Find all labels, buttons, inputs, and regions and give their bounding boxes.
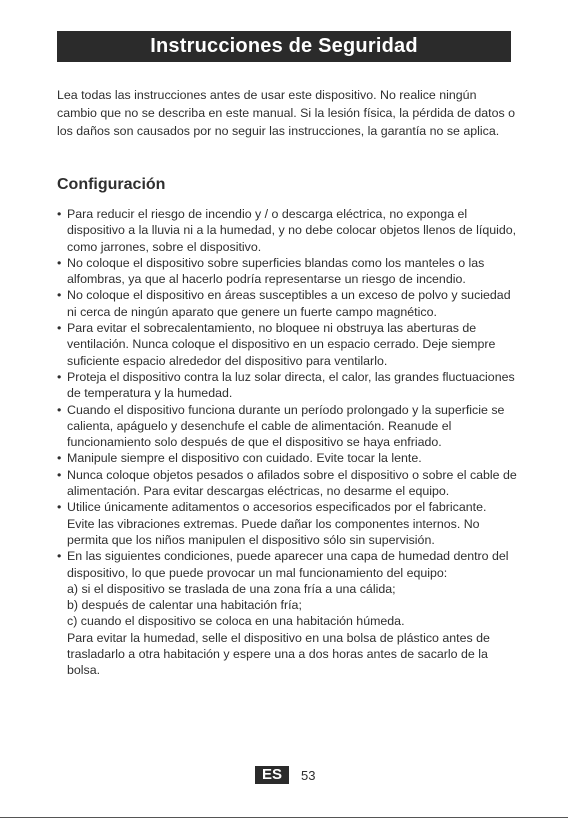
safety-list [57, 206, 517, 679]
humidity-intro: • En las siguientes condiciones, puede aparecer una capa de humedad dentro del dispositivo, lo que puede provocar un mal funcionamiento del equipo: [67, 549, 509, 580]
list-item: • No coloque el dispositivo sobre superficies blandas como los manteles o las alfombras, ya que al hacerlo podría representarse un riesgo de incendio. [57, 255, 517, 288]
humidity-closing: Para evitar la humedad, selle el dispositivo en una bolsa de plástico antes de trasladarlo a otra habitación y espere una a dos horas antes de sacarlo de la bolsa. [67, 630, 490, 678]
bottom-divider [0, 817, 568, 818]
page-footer [255, 766, 315, 784]
list-item: • Manipule siempre el dispositivo con cuidado. Evite tocar la lente. [57, 450, 517, 466]
humidity-condition-c: c) cuando el dispositivo se coloca en una habitación húmeda. [67, 614, 405, 629]
list-item: • Para reducir el riesgo de incendio y / o descarga eléctrica, no exponga el dispositivo a la lluvia ni a la humedad, y no debe colocar objetos llenos de líquido, como jarrones, sobre el dispositivo. [57, 206, 517, 255]
list-item: • No coloque el dispositivo en áreas susceptibles a un exceso de polvo y suciedad ni cerca de ningún aparato que genere un fuerte campo magnético. [57, 287, 517, 320]
section-heading: Configuración [57, 176, 166, 193]
list-item-humidity [57, 548, 517, 678]
humidity-condition-b: b) después de calentar una habitación fría; [67, 598, 302, 613]
list-item: • Proteja el dispositivo contra la luz solar directa, el calor, las grandes fluctuaciones de temperatura y la humedad. [57, 369, 517, 402]
intro-paragraph: Lea todas las instrucciones antes de usar este dispositivo. No realice ningún cambio que no se describa en este manual. Si la lesión física, la pérdida de datos o los daños son causados por no seguir las instrucciones, la garantía no se aplica. [57, 88, 516, 138]
list-item: • Para evitar el sobrecalentamiento, no bloquee ni obstruya las aberturas de ventilación. Nunca coloque el dispositivo en un espacio cerrado. Deje siempre suficiente espacio alrededor del dispositivo para ventilarlo. [57, 320, 517, 369]
list-item: • Nunca coloque objetos pesados o afilados sobre el dispositivo o sobre el cable de alimentación. Para evitar descargas eléctricas, no desarme el equipo. [57, 467, 517, 500]
list-item: • Cuando el dispositivo funciona durante un período prolongado y la superficie se calienta, apáguelo y desenchufe el cable de alimentación. Reanude el funcionamiento solo después de que el dispositivo se haya enfriado. [57, 402, 517, 451]
page-title: Instrucciones de Seguridad [150, 35, 418, 57]
humidity-condition-a: a) si el dispositivo se traslada de una zona fría a una cálida; [67, 581, 396, 596]
page-number: 53 [301, 767, 316, 783]
language-badge: ES [255, 766, 289, 784]
list-item: • Utilice únicamente aditamentos o accesorios especificados por el fabricante. Evite las vibraciones extremas. Puede dañar los componentes internos. No permita que los niños manipulen el dispositivo sólo sin supervisión. [57, 499, 517, 548]
page-title-bar [57, 31, 511, 62]
